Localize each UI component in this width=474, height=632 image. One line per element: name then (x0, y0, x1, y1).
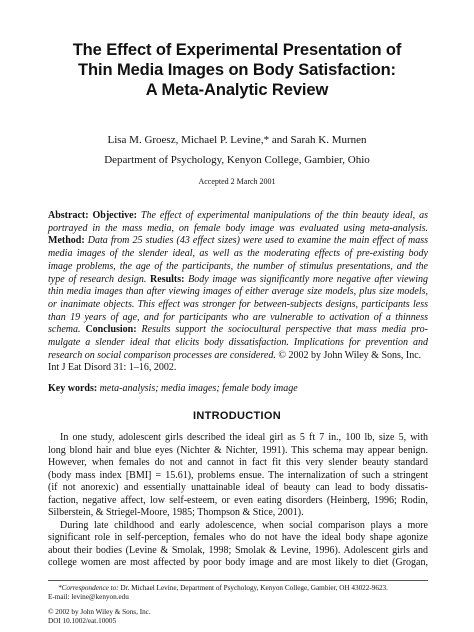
abstract-text: type of research design. (48, 273, 151, 285)
footnote (48, 584, 428, 626)
author-list: Lisa M. Groesz, Michael P. Levine,* and Sarah K. Murnen (107, 134, 367, 146)
abstract-line: image problems, the age of the participants, the number of stimulus presentations, and the (48, 260, 428, 272)
body-line: about their bodies (Levine & Smolak, 1998; Smolak & Levine, 1996). Adolescent girls and (48, 544, 428, 556)
email-line: E-mail: levine@kenyon.edu (48, 593, 129, 602)
abstract-line: thin media images than after viewing images of either average size models, plus size models, (48, 286, 428, 298)
title-line: Thin Media Images on Body Satisfaction: (78, 61, 396, 79)
copyright-line: © 2002 by John Wiley & Sons, Inc. (48, 607, 151, 616)
paper-title (40, 40, 434, 100)
abstract-line (48, 350, 428, 363)
abstract-line: than 19 years of age, and for participants who are vulnerable to activation of a thinness (48, 311, 428, 323)
title-line: The Effect of Experimental Presentation of (72, 41, 402, 59)
abstract-line (48, 210, 428, 223)
body-line: In one study, adolescent girls described the ideal girl as 5 ft 7 in., 100 lb, size 5, with (60, 432, 428, 443)
abstract-line: media images of the slender ideal, as well as the moderating effects of pre-existing body (48, 248, 428, 260)
footnote-divider (48, 580, 428, 581)
abstract-text: schema. (48, 324, 86, 336)
section-heading: INTRODUCTION (193, 410, 281, 422)
copyright-notice: © 2002 by John Wiley & Sons, Inc. (278, 349, 422, 361)
introduction-body (48, 432, 428, 570)
abstract-line (48, 274, 428, 287)
conclusion-label: Conclusion: (85, 324, 137, 336)
correspondence-line (48, 584, 428, 593)
correspondence-text: Dr. Michael Levine, Department of Psychology, Kenyon College, Gambier, OH 43022-9623. (118, 584, 388, 592)
abstract-line: portrayed in the mass media, on female body image was evaluated using meta-analysis. (48, 222, 428, 234)
body-line: college women are most affected by poor body image and are most likely to diet (Grogan, (48, 557, 428, 569)
title-line: A Meta-Analytic Review (145, 81, 329, 99)
abstract-line: or inanimate objects. This effect was stronger for between-subjects designs, participants less (48, 298, 428, 310)
method-label: Method: (48, 235, 85, 247)
abstract-label: Abstract: (48, 210, 89, 221)
abstract-text: Data from 25 studies (43 effect sizes) were used to examine the main effect of mass (84, 235, 428, 247)
keywords-text: meta-analysis; media images; female body image (97, 383, 298, 394)
body-line: (body mass index [BMI] = 15.61), problems ensue. The internalization of such a stringent (48, 469, 428, 481)
results-label: Results: (150, 273, 185, 285)
body-line: faction, negative affect, low self-esteem, or even eating disorders (Heinberg, 1996; Rodin, (48, 494, 428, 506)
abstract-text: Body image was significantly more negative after viewing (184, 273, 428, 285)
objective-label: Objective: (92, 210, 137, 221)
abstract (48, 210, 428, 375)
abstract-line: mulgate a slender ideal that elicits body dissatisfaction. Implications for prevention and (48, 337, 428, 349)
citation: Int J Eat Disord 31: 1–16, 2002. (48, 362, 177, 374)
accepted-date: Accepted 2 March 2001 (198, 177, 276, 186)
affiliation: Department of Psychology, Kenyon College, Gambier, Ohio (104, 154, 370, 166)
body-line: long blond hair and blue eyes (Nichter & Nichter, 1991). This schema may appear benign. (48, 444, 428, 456)
body-line: During late childhood and early adolescence, when social comparison plays a more (60, 519, 428, 531)
keywords-label: Key words: (48, 383, 98, 394)
abstract-line (48, 324, 428, 337)
body-line: However, when females do not and cannot in fact fit this very slender beauty standard (48, 457, 428, 469)
correspondence-label: *Correspondence to: (58, 584, 119, 592)
abstract-text: research on social comparison processes are considered. (48, 349, 279, 361)
keywords-line (48, 383, 428, 396)
keywords (48, 383, 428, 396)
abstract-text: Results support the sociocultural perspective that mass media pro- (136, 324, 428, 336)
doi-line: DOI 10.1002/eat.10005 (48, 616, 117, 625)
abstract-text: The effect of experimental manipulations of the thin beauty ideal, as (136, 210, 429, 221)
abstract-line (48, 235, 428, 248)
body-line: Silberstein, & Striegel-Moore, 1985; Thompson & Stice, 2001). (48, 507, 304, 519)
body-line: (if not anorexic) and essentially unattainable ideal of beauty can lead to body dissatis- (48, 482, 428, 494)
body-line: significant role in self-perception, females who do not have the ideal body shape agonize (48, 532, 428, 544)
